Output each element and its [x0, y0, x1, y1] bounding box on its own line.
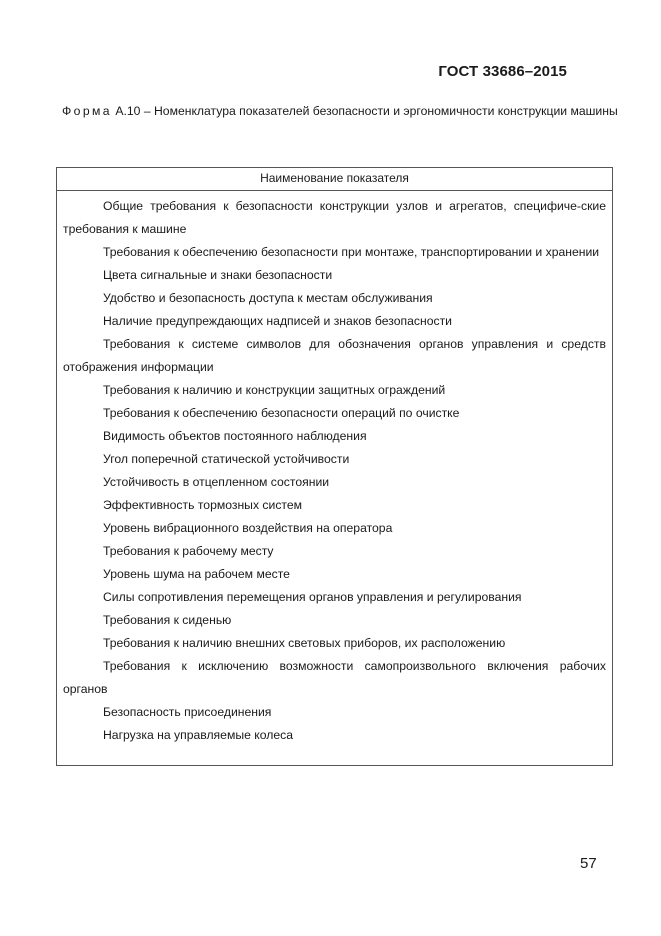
page-number: 57 [580, 855, 597, 872]
table-body [57, 191, 612, 747]
table-row: Эффективность тормозных систем [103, 498, 303, 512]
table-row: Требования к наличию и конструкции защитных ограждений [103, 383, 446, 397]
table-row: Цвета сигнальные и знаки безопасности [103, 268, 333, 282]
table-header: Наименование показателя [57, 168, 612, 191]
table-row: Уровень вибрационного воздействия на оператора [103, 521, 393, 535]
table-row: Удобство и безопасность доступа к местам обслуживания [103, 291, 433, 305]
table-row: Устойчивость в отцепленном состоянии [103, 475, 330, 489]
table-row: Требования к обеспечению безопасности при монтаже, транспортировании и хранении [103, 245, 600, 259]
table-row: Требования к наличию внешних световых приборов, их расположению [103, 636, 506, 650]
table-row: Угол поперечной статической устойчивости [103, 452, 350, 466]
table-row: Уровень шума на рабочем месте [103, 567, 290, 581]
indicators-table [56, 167, 613, 766]
form-title [62, 99, 618, 123]
table-row: Общие требования к безопасности конструкции узлов и агрегатов, специфиче-ские требования к машине [63, 199, 606, 236]
table-row: Наличие предупреждающих надписей и знаков безопасности [103, 314, 452, 328]
table-row: Нагрузка на управляемые колеса [103, 728, 293, 742]
form-title-text: А.10 – Номенклатура показателей безопасности и эргономичности конструкции машины [115, 104, 618, 118]
table-row: Безопасность присоединения [103, 705, 272, 719]
table-row: Требования к сиденью [103, 613, 232, 627]
document-code: ГОСТ 33686–2015 [438, 63, 567, 80]
table-row: Требования к системе символов для обозначения органов управления и средств отображения информации [63, 337, 606, 374]
table-row: Требования к обеспечению безопасности операций по очистке [103, 406, 460, 420]
table-row: Требования к исключению возможности самопроизвольного включения рабочих органов [63, 659, 606, 696]
table-row: Силы сопротивления перемещения органов управления и регулирования [103, 590, 522, 604]
table-row: Требования к рабочему месту [103, 544, 274, 558]
form-label: Форма [62, 104, 112, 118]
table-row: Видимость объектов постоянного наблюдения [103, 429, 367, 443]
